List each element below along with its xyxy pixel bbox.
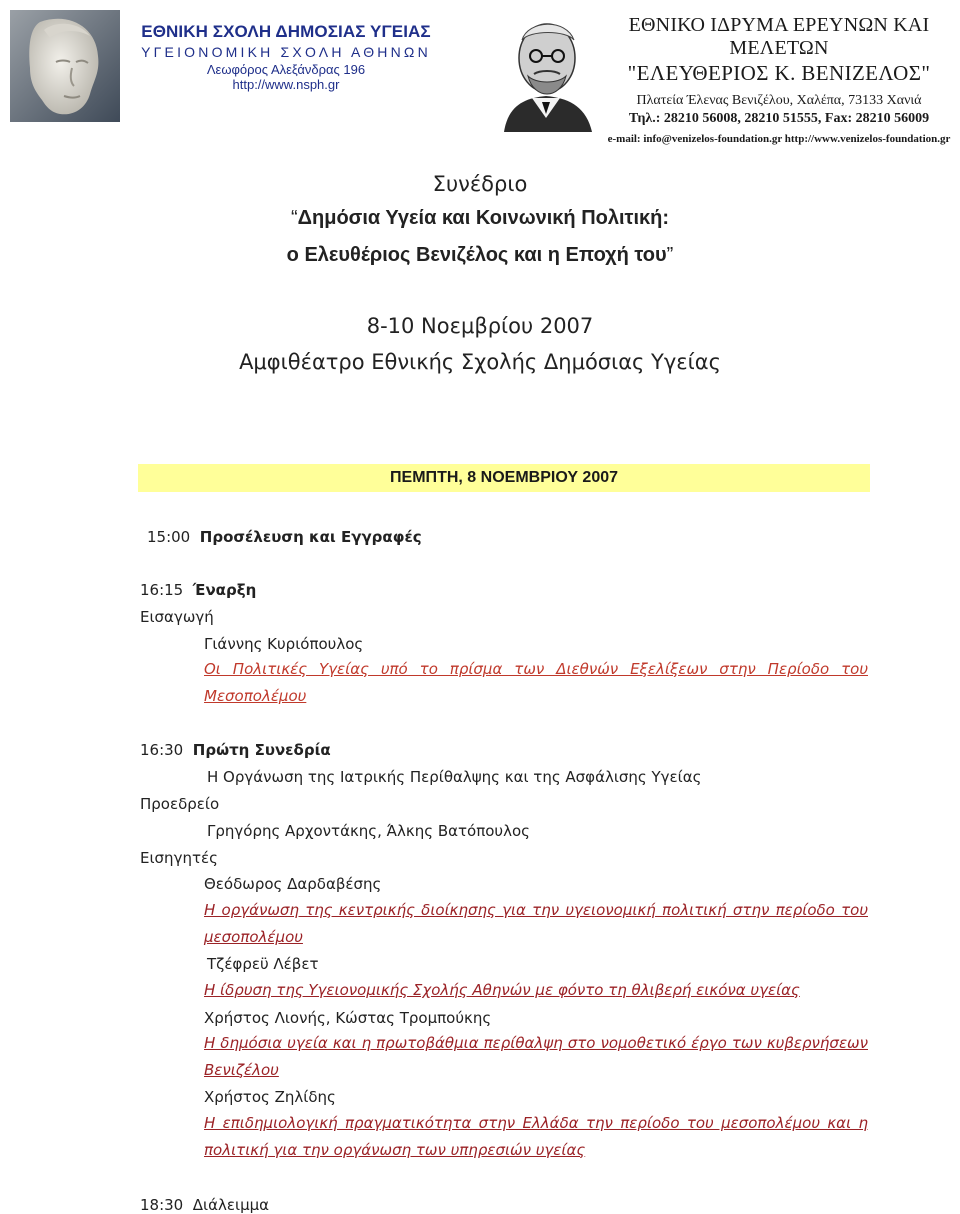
arrival-time: 15:00 [147,528,191,546]
day-heading: ΠΕΜΠΤΗ, 8 ΝΟΕΜΒΡΙΟΥ 2007 [138,464,870,492]
event-title-text1: Δημόσια Υγεία και Κοινωνική Πολιτική: [297,207,670,229]
nsph-subtitle: ΥΓΕΙΟΝΟΜΙΚΗ ΣΧΟΛΗ ΑΘΗΝΩΝ [141,44,431,60]
venizelos-address: Πλατεία Έλενας Βενιζέλου, Χαλέπα, 73133 Χανιά [636,93,922,108]
talk-speaker: Χρήστος Ζηλίδης [204,1088,336,1106]
break-row [140,1196,269,1214]
nsph-logo [10,10,120,122]
event-title-line2 [0,244,960,267]
venizelos-contact[interactable]: e-mail: info@venizelos-foundation.gr http://www.venizelos-foundation.gr [607,133,951,145]
session1-time: 16:30 [140,741,184,759]
nsph-url[interactable]: http://www.nsph.gr [232,77,340,92]
event-dates: 8-10 Νοεμβρίου 2007 [366,314,594,338]
talk-paper-title[interactable]: Η δημόσια υγεία και η πρωτοβάθμια περίθαλψη στο νομοθετικό έργο των κυβερνήσεων Βενιζέλου [204,1034,868,1079]
venizelos-line1: ΕΘΝΙΚΟ ΙΔΡΥΜΑ ΕΡΕΥΝΩΝ ΚΑΙ ΜΕΛΕΤΩΝ [628,14,930,59]
nsph-name: ΕΘΝΙΚΗ ΣΧΟΛΗ ΔΗΜΟΣΙΑΣ ΥΓΕΙΑΣ [141,22,431,41]
event-venue: Αμφιθέατρο Εθνικής Σχολής Δημόσιας Υγείας [239,350,721,374]
open-quote: “ [290,207,298,229]
session1-label: Πρώτη Συνεδρία [192,741,331,759]
speakers-label: Εισηγητές [140,849,218,867]
talk-paper-title[interactable]: Η οργάνωση της κεντρικής διοίκησης για την υγειονομική πολιτική στην περίοδο του μεσοπολέμου [204,901,868,946]
break-label: Διάλειμμα [192,1196,270,1214]
intro-label: Εισαγωγή [140,608,214,626]
arrival-row [147,528,422,546]
event-kind: Συνέδριο [432,172,528,196]
opening-time: 16:15 [140,581,184,599]
talk-speaker: Χρήστος Λιονής, Κώστας Τρομπούκης [204,1009,492,1027]
chairs-names: Γρηγόρης Αρχοντάκης, Άλκης Βατόπουλος [207,822,530,840]
arrival-label: Προσέλευση και Εγγραφές [199,528,422,546]
session1-row [140,741,331,759]
close-quote: ” [666,244,674,266]
venizelos-line2: "ΕΛΕΥΘΕΡΙΟΣ Κ. ΒΕΝΙΖΕΛΟΣ" [627,61,931,85]
opening-row [140,581,256,599]
nsph-address: Λεωφόρος Αλεξάνδρας 196 [206,62,366,77]
talk-speaker: Θεόδωρος Δαρδαβέσης [204,875,382,893]
intro-speaker: Γιάννης Κυριόπουλος [204,635,364,653]
break-time: 18:30 [140,1196,184,1214]
talk-paper-title[interactable]: Η επιδημιολογική πραγματικότητα στην Ελλάδα την περίοδο του μεσοπολέμου και η πολιτική για την οργάνωση των υπηρεσιών υγείας [204,1114,868,1159]
venizelos-portrait [494,10,600,132]
venizelos-letterhead [604,14,954,145]
event-title-line1 [0,207,960,230]
venizelos-phone: Τηλ.: 28210 56008, 28210 51555, Fax: 28210 56009 [628,111,930,126]
talk-speaker: Τζέφρεϋ Λέβετ [207,955,319,973]
intro-paper-title[interactable]: Οι Πολιτικές Υγείας υπό το πρίσμα των Διεθνών Εξελίξεων στην Περίοδο του Μεσοπολέμου [204,660,868,705]
nsph-letterhead [126,22,446,92]
talk-paper-title[interactable]: Η ίδρυση της Υγειονομικής Σχολής Αθηνών με φόντο τη θλιβερή εικόνα υγείας [204,981,800,999]
event-title-text2: ο Ελευθέριος Βενιζέλος και η Εποχή του [286,244,667,266]
session1-theme: Η Οργάνωση της Ιατρικής Περίθαλψης και της Ασφάλισης Υγείας [207,768,702,786]
chairs-label: Προεδρείο [140,795,220,813]
opening-label: Έναρξη [192,581,257,599]
